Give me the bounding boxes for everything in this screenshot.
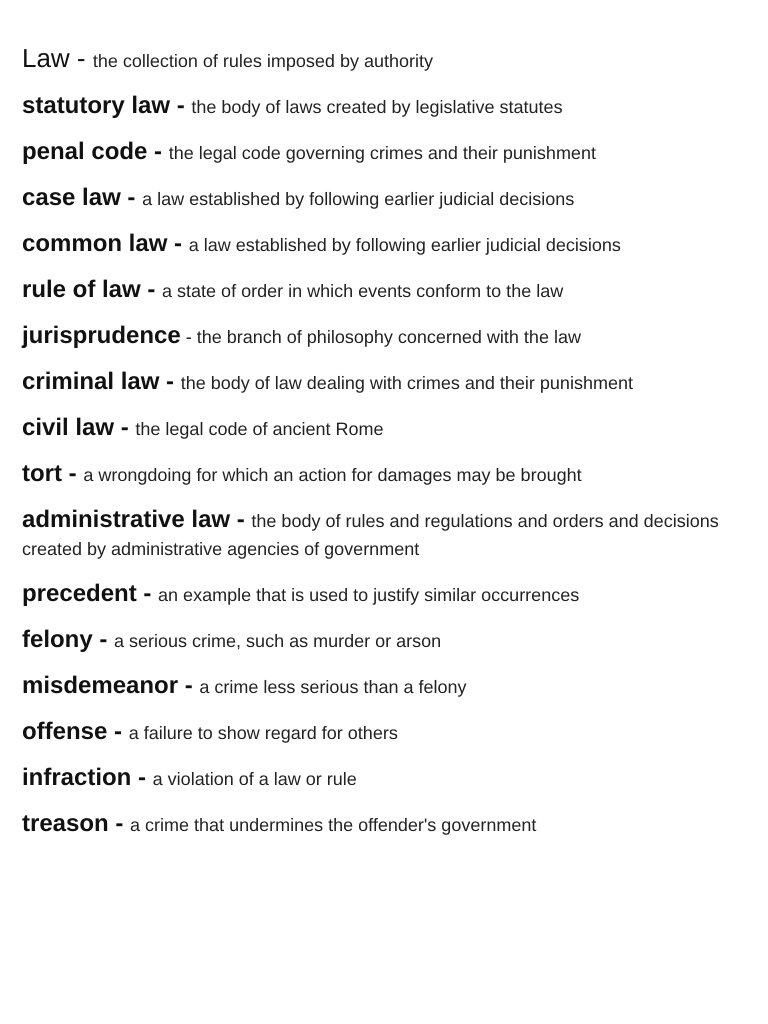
entry-definition: a failure to show regard for others bbox=[128, 723, 398, 743]
entry-separator: - bbox=[167, 230, 189, 257]
glossary-entry-misdemeanor bbox=[22, 672, 728, 701]
glossary-entry-offense bbox=[22, 718, 728, 747]
entry-definition: the branch of philosophy concerned with the law bbox=[196, 327, 581, 347]
entry-definition: the legal code governing crimes and their punishment bbox=[168, 143, 596, 163]
entry-term: offense bbox=[22, 718, 108, 745]
entry-separator: - bbox=[230, 506, 252, 533]
entry-separator: - bbox=[136, 580, 159, 607]
glossary-entry-law bbox=[22, 44, 728, 75]
entry-separator: - bbox=[178, 672, 200, 699]
glossary-entry-precedent bbox=[22, 580, 728, 609]
entry-term: treason bbox=[22, 810, 109, 837]
entry-term: Law bbox=[22, 43, 70, 73]
entry-term: case law bbox=[22, 184, 121, 211]
entry-separator: - bbox=[92, 626, 115, 653]
entry-term: criminal law bbox=[22, 368, 160, 395]
entry-separator: - bbox=[69, 43, 93, 73]
entry-separator: - bbox=[147, 138, 169, 165]
entry-term: tort bbox=[22, 460, 62, 487]
entry-term: administrative law bbox=[22, 506, 231, 533]
entry-definition: an example that is used to justify similar occurrences bbox=[158, 585, 580, 605]
glossary-entry-administrative-law bbox=[22, 506, 728, 563]
entry-term: common law bbox=[22, 230, 168, 257]
entry-definition: the body of laws created by legislative statutes bbox=[191, 97, 563, 117]
entry-separator: - bbox=[107, 718, 129, 745]
glossary-entry-statutory-law bbox=[22, 92, 728, 121]
entry-definition: a violation of a law or rule bbox=[152, 769, 357, 789]
glossary-entry-case-law bbox=[22, 184, 728, 213]
entry-definition: a serious crime, such as murder or arson bbox=[114, 631, 442, 651]
entry-definition: the body of rules and regulations and orders and decisions created by administrative agencies of government bbox=[22, 511, 719, 559]
glossary-entry-common-law bbox=[22, 230, 728, 259]
entry-term: precedent bbox=[22, 580, 137, 607]
entry-separator: - bbox=[108, 810, 131, 837]
entry-definition: a wrongdoing for which an action for damages may be brought bbox=[83, 465, 582, 485]
entry-definition: the body of law dealing with crimes and their punishment bbox=[180, 373, 633, 393]
entry-separator: - bbox=[61, 460, 84, 487]
entry-separator: - bbox=[170, 92, 192, 119]
entry-separator: - bbox=[120, 184, 143, 211]
glossary-entry-penal-code bbox=[22, 138, 728, 167]
entry-definition: a law established by following earlier judicial decisions bbox=[188, 235, 621, 255]
entry-definition: the legal code of ancient Rome bbox=[135, 419, 384, 439]
glossary-entry-jurisprudence bbox=[22, 322, 728, 351]
glossary-entry-treason bbox=[22, 810, 728, 839]
entry-term: civil law bbox=[22, 414, 115, 441]
entry-term: infraction bbox=[22, 764, 132, 791]
entry-term: misdemeanor bbox=[22, 672, 179, 699]
entry-definition: a state of order in which events conform to the law bbox=[162, 281, 564, 301]
entry-term: rule of law bbox=[22, 276, 141, 303]
entry-separator: - bbox=[180, 327, 197, 347]
entry-term: jurisprudence bbox=[22, 322, 181, 349]
glossary-entry-felony bbox=[22, 626, 728, 655]
entry-definition: a crime that undermines the offender's government bbox=[130, 815, 537, 835]
entry-separator: - bbox=[159, 368, 181, 395]
entry-term: felony bbox=[22, 626, 93, 653]
glossary-entry-rule-of-law bbox=[22, 276, 728, 305]
entry-term: statutory law bbox=[22, 92, 171, 119]
entry-separator: - bbox=[140, 276, 163, 303]
glossary-entry-tort bbox=[22, 460, 728, 489]
entry-definition: the collection of rules imposed by authority bbox=[92, 51, 433, 71]
entry-term: penal code bbox=[22, 138, 148, 165]
entry-separator: - bbox=[131, 764, 153, 791]
glossary-entry-criminal-law bbox=[22, 368, 728, 397]
glossary-entry-civil-law bbox=[22, 414, 728, 443]
entry-separator: - bbox=[114, 414, 136, 441]
entry-definition: a crime less serious than a felony bbox=[199, 677, 467, 697]
entry-definition: a law established by following earlier judicial decisions bbox=[142, 189, 575, 209]
glossary-entry-infraction bbox=[22, 764, 728, 793]
